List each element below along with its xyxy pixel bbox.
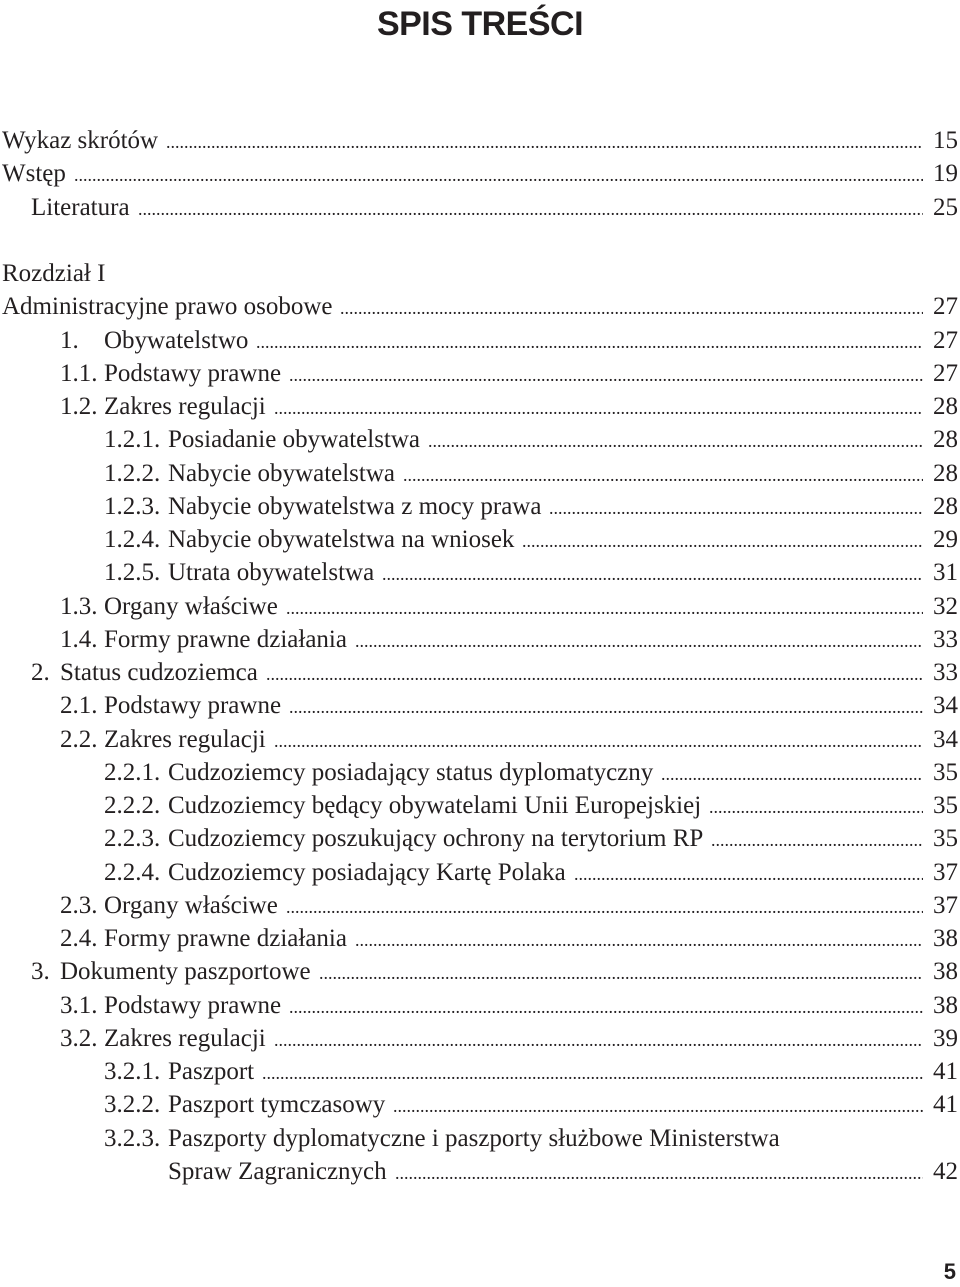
toc-entry-number: 3.2. (60, 1024, 98, 1052)
toc-entry[interactable] (0, 423, 960, 456)
toc-entry-text: Organy właściwe (104, 592, 278, 620)
toc-entry-page: 37 (933, 858, 958, 886)
toc-entry-page: 25 (933, 193, 958, 221)
toc-entry-text: Utrata obywatelstwa (168, 559, 375, 587)
toc-entry-number: 3.1. (60, 991, 98, 1019)
toc-entry-number: 1.2.1. (104, 426, 161, 454)
toc-entry[interactable] (0, 889, 960, 922)
toc-entry-page: 41 (933, 1058, 958, 1085)
dot-leader (138, 191, 923, 226)
toc-entry-page: 42 (933, 1157, 958, 1185)
dot-leader (403, 457, 923, 492)
toc-entry-text: Podstawy prawne (104, 991, 282, 1019)
dot-leader (262, 1055, 923, 1090)
toc-entry-introduction[interactable] (0, 157, 960, 190)
toc-entry[interactable] (0, 623, 960, 656)
toc-entry-text: Spraw Zagranicznych (168, 1157, 387, 1185)
toc-entry-text: Zakres regulacji (104, 393, 266, 420)
toc-entry[interactable] (0, 789, 960, 822)
toc-entry-text: Cudzoziemcy poszukujący ochrony na terytorium RP (168, 825, 704, 853)
dot-leader (393, 1088, 923, 1123)
dot-leader (549, 490, 923, 525)
toc-entry-text: Formy prawne działania (104, 925, 347, 952)
toc-entry-text: Organy właściwe (104, 891, 278, 919)
toc-entry-number: 1.3. (60, 592, 98, 620)
toc-entry-text: Podstawy prawne (104, 359, 282, 387)
toc-entry-text: Cudzoziemcy będący obywatelami Unii Europejskiej (168, 792, 702, 819)
toc-entry[interactable] (0, 590, 960, 623)
dot-leader (395, 1155, 923, 1190)
toc-entry-number: 1.2. (60, 393, 98, 420)
toc-entries (0, 324, 960, 1122)
dot-leader (428, 423, 923, 458)
dot-leader (661, 756, 923, 791)
toc-entry-page: 35 (933, 792, 958, 819)
toc-entry-page: 28 (933, 393, 958, 420)
toc-entry-abbreviations[interactable] (0, 124, 960, 157)
toc-entry-page: 31 (933, 559, 958, 587)
dot-leader (274, 1022, 923, 1057)
toc-entry-page: 29 (933, 526, 958, 553)
toc-entry-text: Status cudzoziemca (60, 659, 258, 686)
toc-entry[interactable] (0, 1055, 960, 1088)
toc-entry-text: Zakres regulacji (104, 725, 266, 753)
dot-leader (709, 789, 923, 824)
toc-entry-text: Nabycie obywatelstwa na wniosek (168, 526, 515, 553)
toc-entry-multiline-cont[interactable] (0, 1155, 960, 1188)
toc-entry-page: 35 (933, 825, 958, 853)
toc-entry-page: 41 (933, 1091, 958, 1119)
toc-entry-page: 28 (933, 459, 958, 487)
toc-entry-number: 3.2.1. (104, 1058, 161, 1085)
toc-entry-page: 38 (933, 958, 958, 986)
toc-entry-number: 2. (31, 659, 50, 686)
toc-entry[interactable] (0, 556, 960, 589)
toc-entry-page: 19 (933, 160, 958, 188)
toc-entry[interactable] (0, 989, 960, 1022)
toc-entry-text: Nabycie obywatelstwa (168, 459, 396, 487)
page-title: SPIS TREŚCI (376, 5, 584, 43)
toc-entry-number: 1.2.3. (104, 492, 161, 520)
toc-entry-page: 15 (933, 127, 958, 154)
dot-leader (286, 889, 923, 924)
toc-entry-number: 1.2.2. (104, 459, 161, 487)
toc-entry-text: Nabycie obywatelstwa z mocy prawa (168, 492, 542, 520)
chapter-title: Administracyjne prawo osobowe (2, 293, 333, 321)
toc-entry[interactable] (0, 457, 960, 490)
dot-leader (289, 357, 923, 392)
toc-entry-number: 3.2.3. (104, 1124, 161, 1152)
toc-entry[interactable] (0, 357, 960, 390)
dot-leader (355, 623, 923, 658)
toc-entry-page: 27 (933, 359, 958, 387)
page-number: 5 (943, 1259, 956, 1284)
toc-entry[interactable] (0, 490, 960, 523)
toc-entry-number: 2.3. (60, 891, 98, 919)
toc-entry-number: 2.2.1. (104, 758, 161, 786)
toc-entry-number: 3. (31, 958, 50, 986)
dot-leader (574, 856, 923, 891)
toc-entry-text: Cudzoziemcy posiadający status dyplomatyczny (168, 758, 654, 786)
toc-entry[interactable] (0, 656, 960, 689)
toc-entry-text: Formy prawne działania (104, 625, 347, 653)
toc-entry[interactable] (0, 523, 960, 556)
chapter-label: Rozdział I (2, 260, 106, 287)
toc-entry-multiline[interactable] (0, 1122, 960, 1155)
toc-entry-chapter[interactable] (0, 290, 960, 323)
toc-entry-page: 28 (933, 492, 958, 520)
dot-leader (289, 989, 923, 1024)
toc-entry-number: 1.1. (60, 359, 98, 387)
toc-entry-text: Wstęp (2, 160, 66, 188)
dot-leader (274, 390, 923, 425)
toc-entry[interactable] (0, 922, 960, 955)
toc-entry[interactable] (0, 822, 960, 855)
toc-entry-number: 2.2.2. (104, 792, 161, 819)
spacer (0, 224, 960, 257)
toc-entry-number: 2.2. (60, 725, 98, 753)
dot-leader (274, 723, 923, 758)
toc-entry-number: 1. (60, 326, 79, 354)
toc-entry-number: 3.2.2. (104, 1091, 161, 1119)
toc-entry-number: 1.2.5. (104, 559, 161, 587)
toc-entry[interactable] (0, 723, 960, 756)
toc-entry-text: Podstawy prawne (104, 692, 282, 720)
toc-entry-text: Paszport (168, 1058, 255, 1085)
toc-entry-text: Posiadanie obywatelstwa (168, 426, 421, 454)
toc-entry[interactable] (0, 324, 960, 357)
toc-entry[interactable] (0, 689, 960, 722)
table-of-contents (0, 124, 960, 1188)
toc-entry-text: Paszporty dyplomatyczne i paszporty służbowe Ministerstwa (168, 1124, 780, 1152)
toc-entry-page: 28 (933, 426, 958, 454)
dot-leader (74, 157, 923, 192)
toc-entry-number: 2.1. (60, 692, 98, 720)
toc-entry-page: 27 (933, 293, 958, 321)
toc-entry-number: 1.2.4. (104, 526, 161, 553)
toc-entry-text: Obywatelstwo (104, 326, 249, 354)
toc-entry-page: 38 (933, 925, 958, 952)
toc-entry-text: Zakres regulacji (104, 1024, 266, 1052)
toc-entry[interactable] (0, 756, 960, 789)
dot-leader (166, 124, 923, 159)
toc-entry-page: 39 (933, 1024, 958, 1052)
toc-entry-number: 2.4. (60, 925, 98, 952)
toc-entry-page: 32 (933, 592, 958, 620)
dot-leader (266, 656, 923, 691)
toc-entry[interactable] (0, 1088, 960, 1121)
dot-leader (355, 922, 923, 957)
dot-leader (340, 290, 923, 325)
toc-entry-page: 33 (933, 659, 958, 686)
toc-entry-text: Paszport tymczasowy (168, 1091, 386, 1119)
toc-entry-text: Literatura (31, 193, 130, 221)
toc-entry-text: Dokumenty paszportowe (60, 958, 311, 986)
toc-entry[interactable] (0, 955, 960, 988)
dot-leader (522, 523, 923, 558)
toc-entry[interactable] (0, 390, 960, 423)
toc-entry-page: 37 (933, 891, 958, 919)
toc-entry-number: 2.2.4. (104, 858, 161, 886)
toc-entry[interactable] (0, 856, 960, 889)
toc-entry[interactable] (0, 1022, 960, 1055)
dot-leader (382, 556, 923, 591)
dot-leader (286, 590, 923, 625)
toc-entry-text: Cudzoziemcy posiadający Kartę Polaka (168, 858, 566, 886)
toc-entry-page: 38 (933, 991, 958, 1019)
toc-entry-page: 34 (933, 692, 958, 720)
toc-entry-page: 27 (933, 326, 958, 354)
toc-entry-number: 2.2.3. (104, 825, 161, 853)
toc-entry-page: 34 (933, 725, 958, 753)
dot-leader (289, 689, 923, 724)
dot-leader (319, 955, 923, 990)
toc-entry-page: 35 (933, 758, 958, 786)
dot-leader (711, 822, 923, 857)
toc-entry-page: 33 (933, 625, 958, 653)
toc-entry-text: Wykaz skrótów (2, 127, 159, 154)
toc-entry-number: 1.4. (60, 625, 98, 653)
toc-entry-literature[interactable] (0, 191, 960, 224)
chapter-label-row (0, 257, 960, 290)
dot-leader (256, 324, 923, 359)
